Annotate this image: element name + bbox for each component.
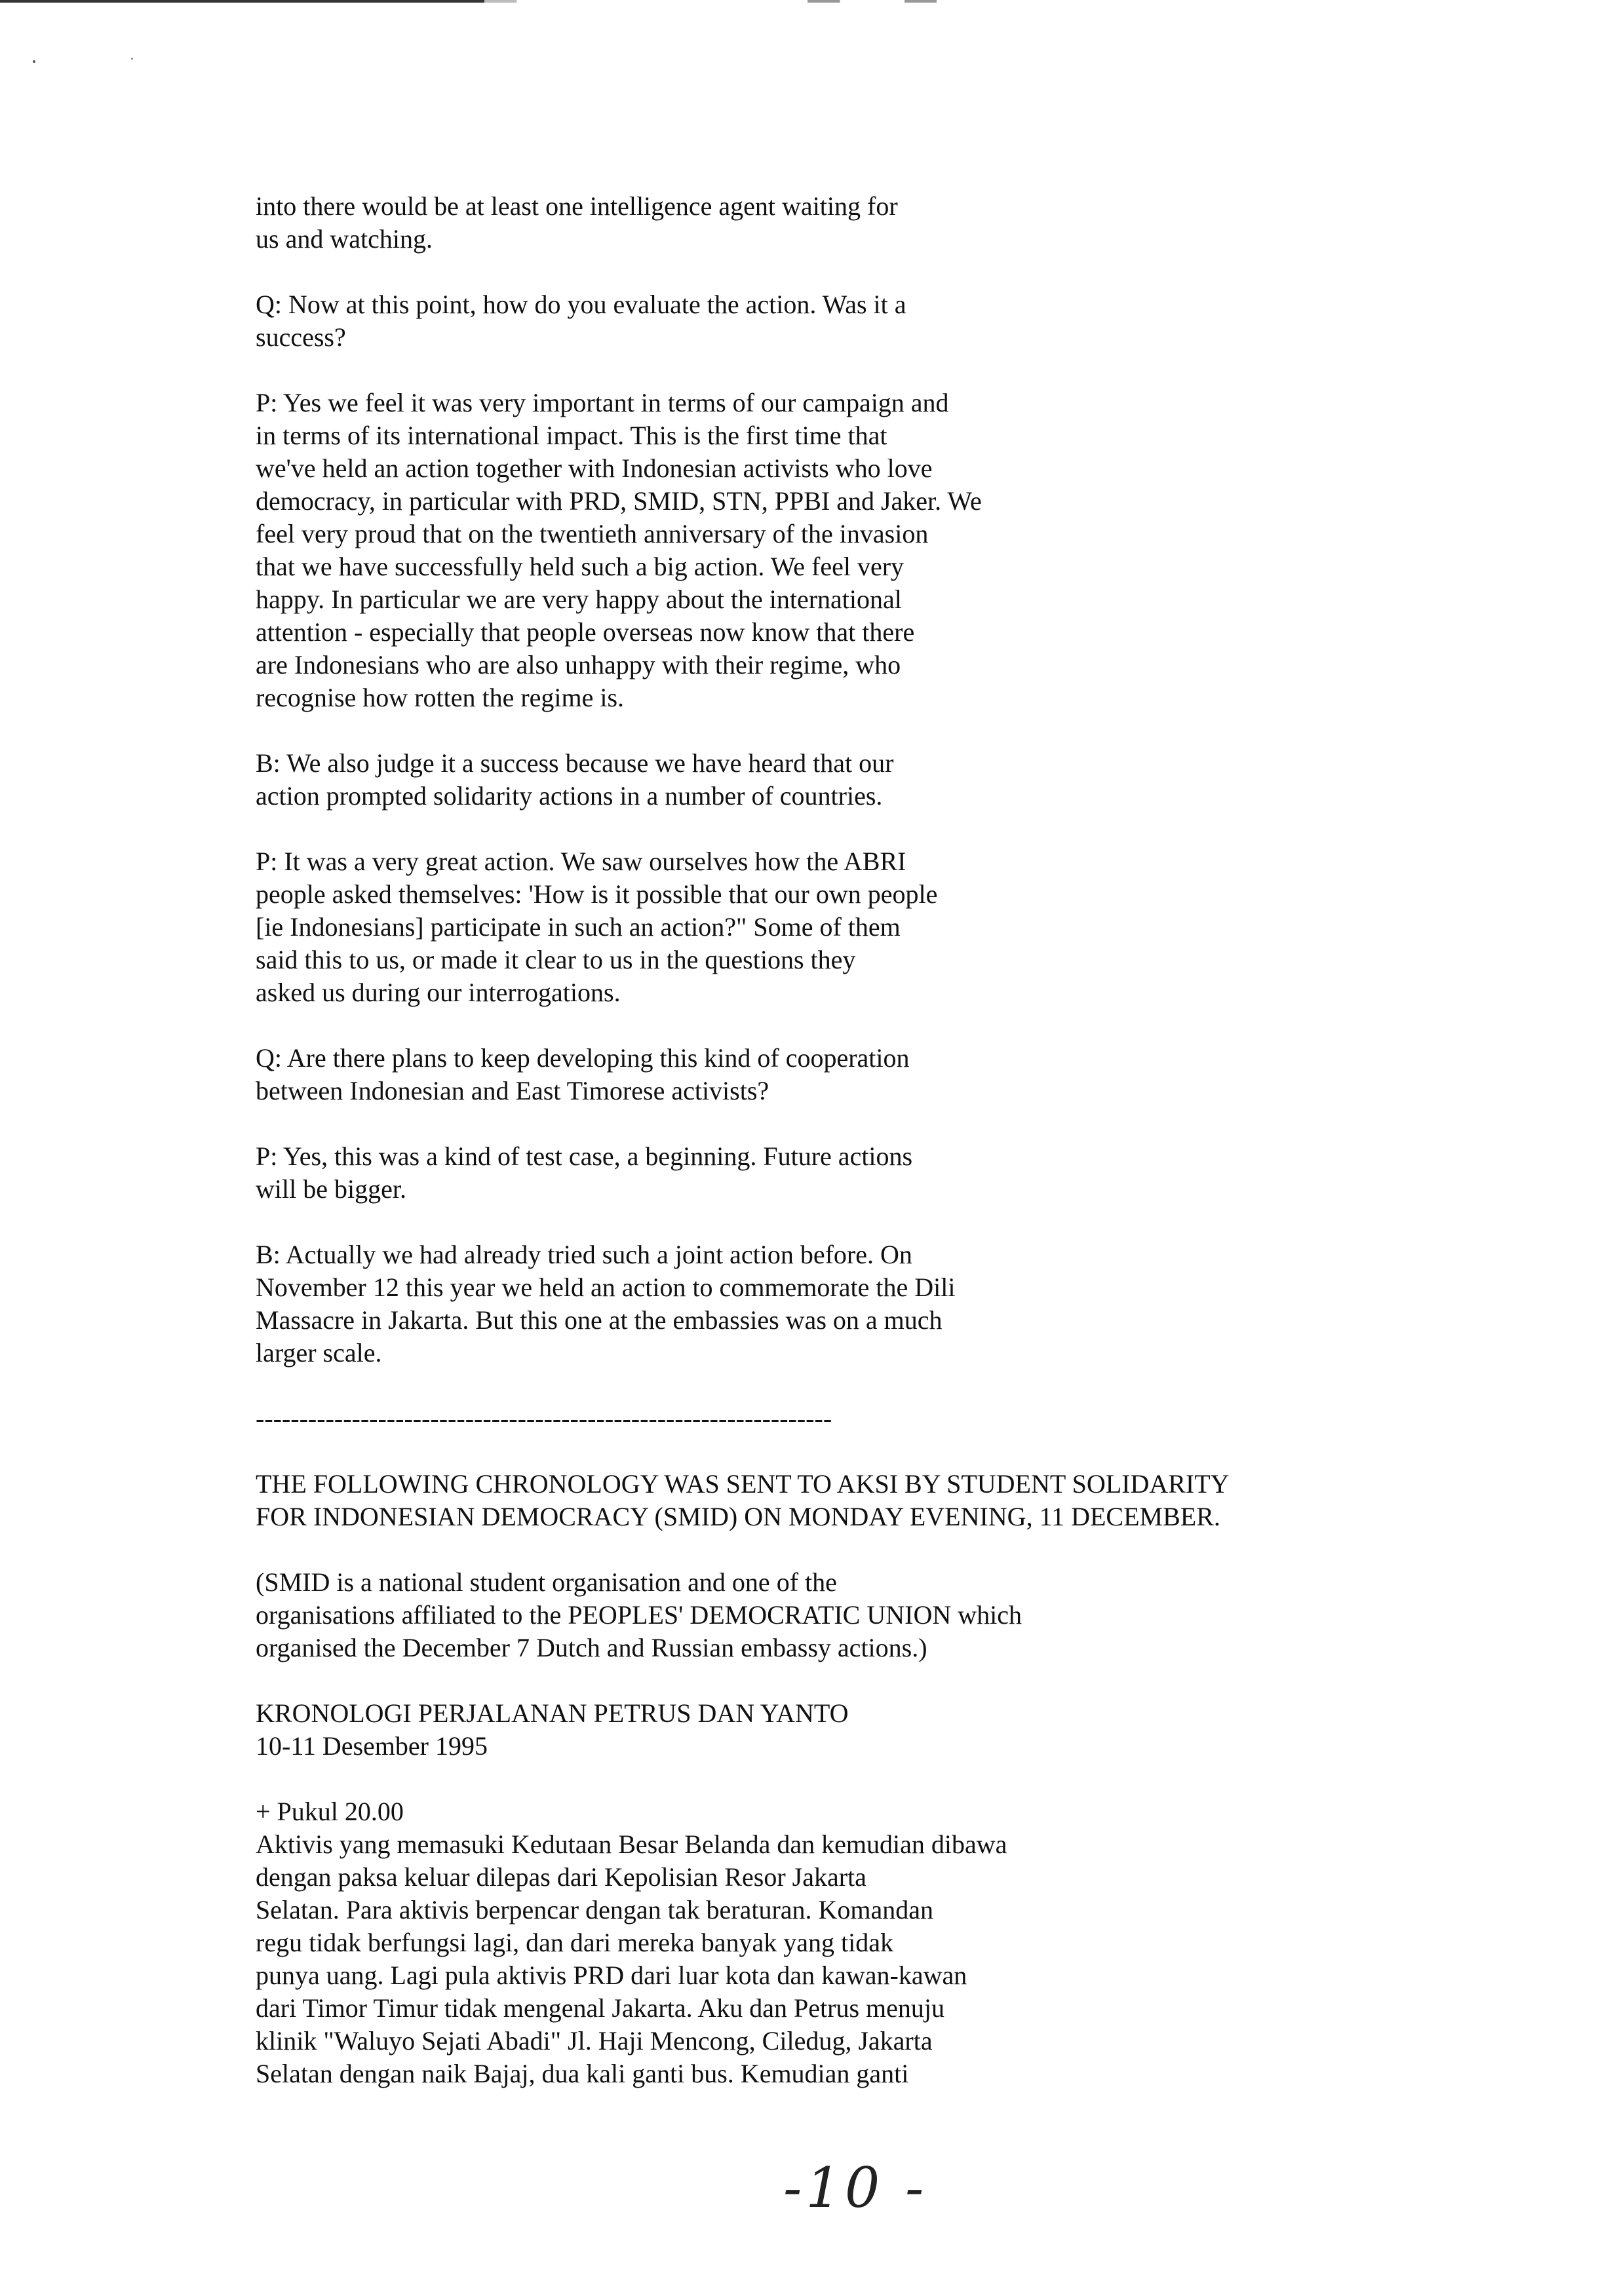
text-line: organised the December 7 Dutch and Russian embassy actions.)	[256, 1633, 927, 1662]
text-line: larger scale.	[256, 1338, 382, 1368]
paragraph	[256, 190, 1383, 256]
text-line: Selatan dengan naik Bajaj, dua kali ganti bus. Kemudian ganti	[256, 2059, 909, 2088]
text-line: klinik "Waluyo Sejati Abadi" Jl. Haji Mencong, Ciledug, Jakarta	[256, 2026, 933, 2056]
text-line: B: We also judge it a success because we have heard that our	[256, 748, 894, 778]
text-line: regu tidak berfungsi lagi, dan dari mereka banyak yang tidak	[256, 1928, 893, 1957]
page-number: -10 -	[783, 2156, 928, 2220]
text-line: punya uang. Lagi pula aktivis PRD dari luar kota dan kawan-kawan	[256, 1961, 967, 1990]
text-line: recognise how rotten the regime is.	[256, 683, 625, 712]
text-line: organisations affiliated to the PEOPLES' DEMOCRATIC UNION which	[256, 1600, 1022, 1630]
text-line: P: Yes, this was a kind of test case, a beginning. Future actions	[256, 1141, 913, 1171]
text-line: KRONOLOGI PERJALANAN PETRUS DAN YANTO	[256, 1698, 849, 1728]
paragraph	[256, 387, 1383, 714]
text-line: democracy, in particular with PRD, SMID, STN, PPBI and Jaker. We	[256, 486, 982, 516]
text-line: [ie Indonesians] participate in such an action?" Some of them	[256, 912, 901, 942]
scan-top-edge	[0, 0, 1615, 3]
paragraph	[256, 1697, 1383, 1763]
paragraph	[256, 1042, 1383, 1107]
paragraph	[256, 1140, 1383, 1206]
text-line: Q: Are there plans to keep developing this kind of cooperation	[256, 1043, 910, 1073]
text-line: (SMID is a national student organisation and one of the	[256, 1567, 837, 1597]
text-line: 10-11 Desember 1995	[256, 1731, 488, 1761]
text-line: said this to us, or made it clear to us in the questions they	[256, 945, 856, 974]
scan-speck	[131, 58, 133, 60]
section-separator: ------------------------------------------------------------------	[256, 1404, 832, 1433]
text-line: Massacre in Jakarta. But this one at the embassies was on a much	[256, 1305, 943, 1335]
text-line: Aktivis yang memasuki Kedutaan Besar Belanda dan kemudian dibawa	[256, 1829, 1007, 1859]
paragraph	[256, 1468, 1383, 1533]
text-line: + Pukul 20.00	[256, 1797, 404, 1826]
scan-speck	[33, 60, 35, 63]
paragraph	[256, 288, 1383, 354]
text-line: into there would be at least one intelligence agent waiting for	[256, 191, 898, 221]
paragraph-group-interview	[256, 190, 1383, 1369]
text-line: between Indonesian and East Timorese activists?	[256, 1076, 769, 1105]
text-line: we've held an action together with Indonesian activists who love	[256, 453, 933, 483]
text-line: P: It was a very great action. We saw ourselves how the ABRI	[256, 847, 906, 876]
text-line: will be bigger.	[256, 1174, 406, 1204]
paragraph-group-chronology	[256, 1468, 1383, 2090]
text-line: November 12 this year we held an action to commemorate the Dili	[256, 1272, 956, 1302]
text-line: feel very proud that on the twentieth anniversary of the invasion	[256, 519, 929, 548]
text-line: asked us during our interrogations.	[256, 978, 621, 1007]
text-line: dari Timor Timur tidak mengenal Jakarta. Aku dan Petrus menuju	[256, 1993, 945, 2023]
text-line: people asked themselves: 'How is it possible that our own people	[256, 879, 938, 909]
text-line: B: Actually we had already tried such a joint action before. On	[256, 1240, 912, 1269]
document-body	[256, 190, 1383, 2123]
text-line: happy. In particular we are very happy about the international	[256, 584, 902, 614]
paragraph	[256, 845, 1383, 1009]
text-line: FOR INDONESIAN DEMOCRACY (SMID) ON MONDAY EVENING, 11 DECEMBER.	[256, 1502, 1220, 1531]
text-line: dengan paksa keluar dilepas dari Kepolisian Resor Jakarta	[256, 1862, 866, 1892]
text-line: P: Yes we feel it was very important in terms of our campaign and	[256, 388, 949, 417]
text-line: Selatan. Para aktivis berpencar dengan tak beraturan. Komandan	[256, 1895, 934, 1924]
paragraph	[256, 1238, 1383, 1369]
text-line: THE FOLLOWING CHRONOLOGY WAS SENT TO AKSI BY STUDENT SOLIDARITY	[256, 1469, 1230, 1499]
paragraph	[256, 747, 1383, 813]
text-line: action prompted solidarity actions in a number of countries.	[256, 781, 883, 811]
text-line: Q: Now at this point, how do you evaluate the action. Was it a	[256, 290, 906, 319]
text-line: attention - especially that people overseas now know that there	[256, 617, 915, 647]
text-line: that we have successfully held such a big action. We feel very	[256, 552, 905, 581]
text-line: us and watching.	[256, 224, 433, 254]
paragraph	[256, 1795, 1383, 2090]
text-line: in terms of its international impact. This is the first time that	[256, 421, 887, 450]
text-line: are Indonesians who are also unhappy with their regime, who	[256, 650, 901, 679]
text-line: success?	[256, 322, 346, 352]
paragraph	[256, 1566, 1383, 1664]
